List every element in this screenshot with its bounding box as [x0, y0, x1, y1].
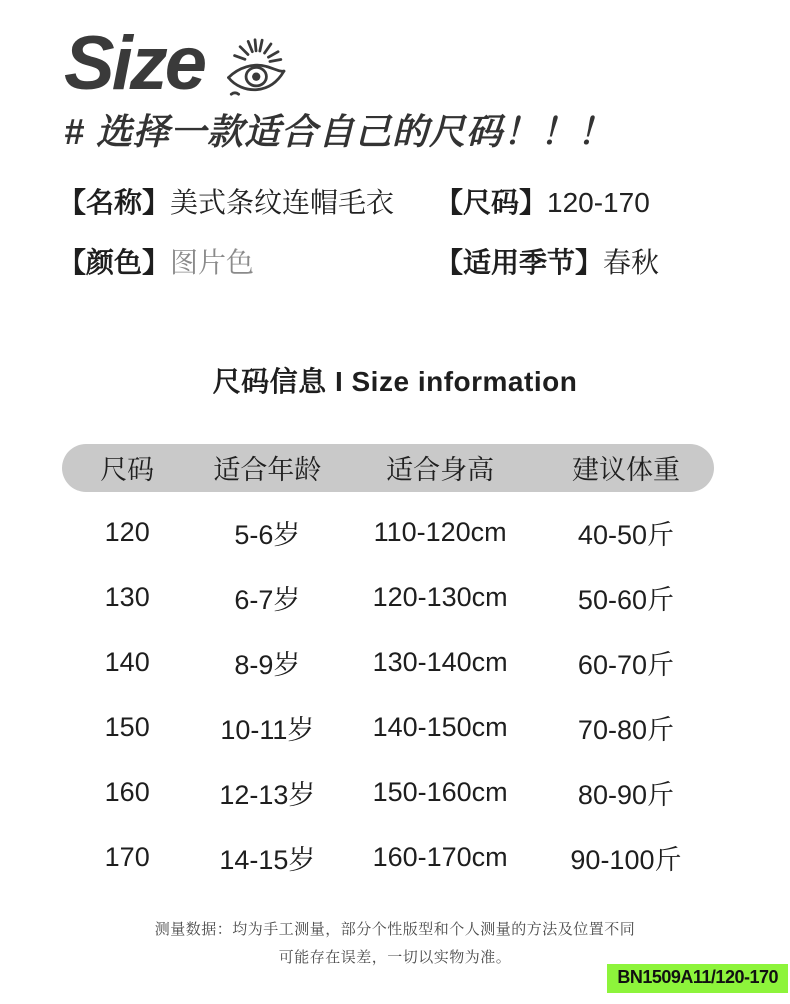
page-title: Size	[64, 21, 205, 106]
cell-weight: 40-50斤	[577, 519, 674, 550]
cell-weight: 70-80斤	[577, 714, 674, 745]
cell-size: 140	[104, 646, 150, 677]
cell-weight: 90-100斤	[570, 844, 682, 875]
info-color	[58, 245, 435, 281]
cell-height: 150-160cm	[372, 776, 508, 807]
table-row	[62, 630, 714, 695]
cell-age: 12-13岁	[219, 779, 316, 810]
cell-height: 120-130cm	[372, 581, 508, 612]
info-size-range-value: 120-170	[547, 187, 650, 218]
table-row	[62, 825, 714, 890]
table-row	[62, 695, 714, 760]
column-header-weight: 建议体重	[571, 455, 680, 486]
cell-weight: 80-90斤	[577, 779, 674, 810]
info-season	[435, 245, 790, 281]
cell-age: 8-9岁	[234, 649, 301, 680]
cell-height: 160-170cm	[372, 841, 508, 872]
table-row	[62, 760, 714, 825]
measurement-note-line2: 可能存在误差，一切以实物为准。	[278, 948, 512, 966]
cell-age: 6-7岁	[234, 584, 301, 615]
info-season-value: 春秋	[603, 247, 660, 279]
column-header-height: 适合身高	[386, 455, 495, 486]
cell-age: 5-6岁	[234, 519, 301, 550]
product-info	[0, 155, 790, 282]
sku-badge: BN1509A11/120-170	[607, 964, 788, 993]
cell-height: 130-140cm	[372, 646, 508, 677]
cell-size: 170	[104, 841, 150, 872]
slogan: # 选择一款适合自己的尺码！！！	[64, 111, 615, 152]
cell-size: 120	[104, 516, 150, 547]
info-season-label: 【适用季节】	[435, 247, 604, 279]
section-heading: 尺码信息 I Size information	[212, 365, 578, 397]
cell-weight: 60-70斤	[577, 649, 674, 680]
cell-height: 140-150cm	[372, 711, 508, 742]
size-table	[62, 444, 714, 890]
info-name	[58, 185, 435, 221]
table-body	[62, 492, 714, 890]
column-header-size: 尺码	[100, 455, 155, 486]
cell-height: 110-120cm	[373, 516, 507, 547]
eye-icon	[222, 20, 296, 100]
info-color-value: 图片色	[170, 247, 255, 279]
header	[0, 0, 790, 106]
cell-size: 130	[104, 581, 150, 612]
cell-size: 160	[104, 776, 150, 807]
cell-weight: 50-60斤	[577, 584, 674, 615]
info-size-range-label: 【尺码】	[435, 187, 548, 218]
table-row	[62, 565, 714, 630]
cell-age: 10-11岁	[220, 714, 315, 745]
column-header-age: 适合年龄	[213, 455, 322, 486]
info-color-label: 【颜色】	[58, 247, 171, 279]
cell-age: 14-15岁	[219, 844, 316, 875]
cell-size: 150	[104, 711, 150, 742]
info-size-range	[435, 185, 790, 221]
info-name-label: 【名称】	[58, 187, 171, 218]
table-header-row	[62, 444, 714, 492]
info-name-value: 美式条纹连帽毛衣	[170, 187, 395, 218]
table-row	[62, 500, 714, 565]
measurement-note-line1: 测量数据：均为手工测量，部分个性版型和个人测量的方法及位置不同	[154, 920, 636, 938]
